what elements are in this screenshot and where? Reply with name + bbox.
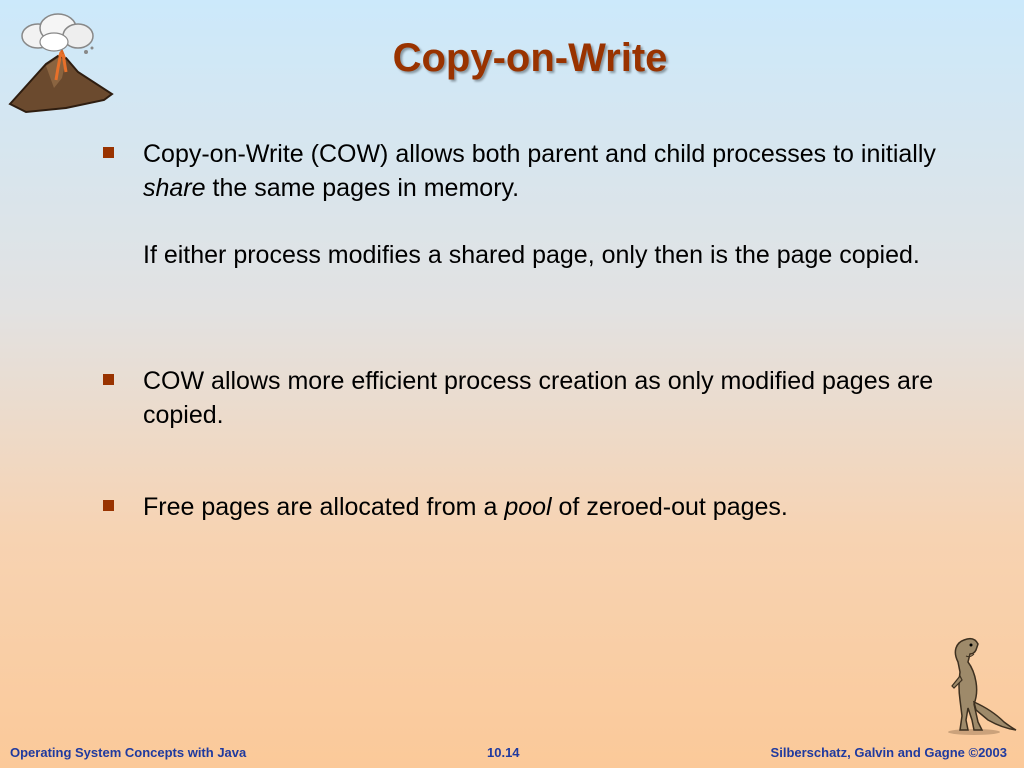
bullet-text xyxy=(143,137,963,272)
emphasis-text: share xyxy=(143,174,206,202)
bullet-square-icon xyxy=(103,147,114,158)
footer-page-number: 10.14 xyxy=(487,745,520,760)
bullet-square-icon xyxy=(103,500,114,511)
bullet-text xyxy=(143,364,963,432)
emphasis-text: pool xyxy=(504,493,552,521)
bullet-paragraph xyxy=(143,364,963,432)
bullet-square-icon xyxy=(103,374,114,385)
footer-copyright: Silberschatz, Galvin and Gagne ©2003 xyxy=(770,745,1007,760)
text-run: COW allows more efficient process creation as only modified pages are copied. xyxy=(143,367,934,429)
text-run: Free pages are allocated from a xyxy=(143,493,505,521)
bullet-paragraph xyxy=(143,238,963,272)
footer-course-title: Operating System Concepts with Java xyxy=(10,745,247,760)
bullet-text xyxy=(143,490,963,524)
bullet-paragraph xyxy=(143,137,963,205)
text-run: If either process modifies a shared page, only then is the page copied. xyxy=(143,241,920,269)
text-run: of zeroed-out pages. xyxy=(551,493,788,521)
text-run: the same pages in memory. xyxy=(205,174,520,202)
slide-title: Copy-on-Write xyxy=(392,36,668,80)
bullet-paragraph xyxy=(143,490,963,524)
dinosaur-icon xyxy=(944,636,1018,736)
text-run: Copy-on-Write (COW) allows both parent and child processes to initially xyxy=(143,140,936,168)
